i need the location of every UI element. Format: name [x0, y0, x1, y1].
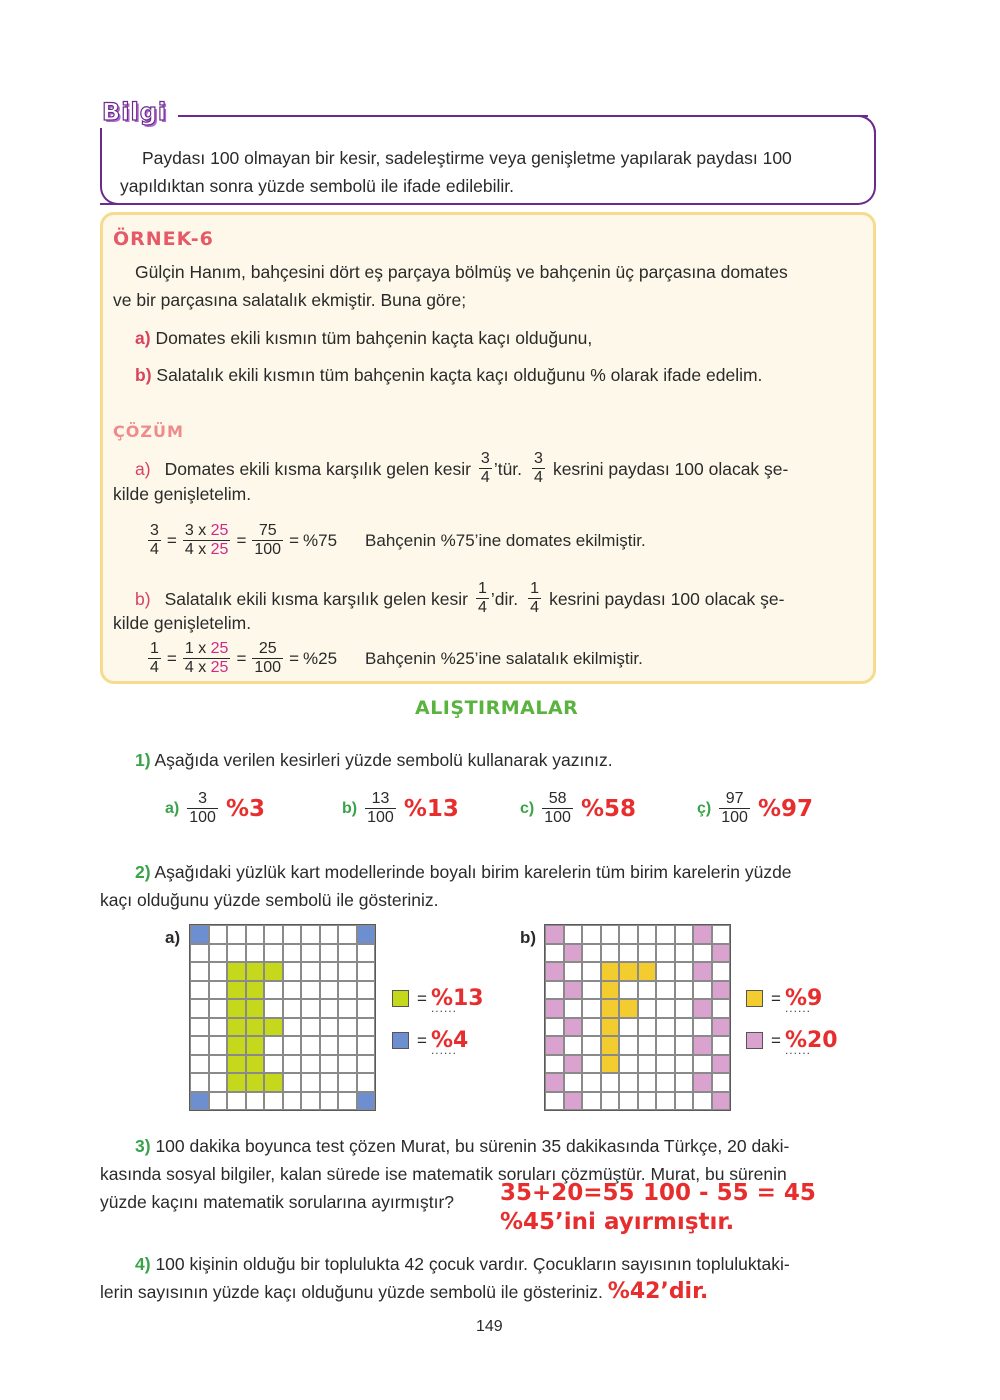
grid-cell — [582, 1092, 601, 1111]
grid-cell — [320, 999, 339, 1018]
grid-cell — [264, 925, 283, 944]
cozum-b-fraction: $\frac{1}{4}$ — [478, 580, 487, 616]
q1-text: Aşağıda verilen kesirleri yüzde sembolü kullanarak yazınız. — [154, 750, 613, 770]
grid-cell — [545, 1073, 564, 1092]
grid-cell — [357, 944, 376, 963]
cozum-a-text-2: kesrini paydası 100 olacak şe- — [552, 458, 789, 479]
grid-cell — [264, 944, 283, 963]
grid-cell — [209, 944, 228, 963]
grid-cell — [264, 1092, 283, 1111]
grid-cell — [301, 944, 320, 963]
grid-cell — [227, 999, 246, 1018]
grid-cell — [283, 944, 302, 963]
grid-cell — [712, 1073, 731, 1092]
cozum-b-text-2: kesrini paydası 100 olacak şe- — [549, 588, 785, 609]
q3-line-2: kasında sosyal bilgiler, kalan sürede ise matematik soruları çözmüştür. Murat, bu sürenin — [100, 1164, 787, 1184]
grid-cell — [338, 1036, 357, 1055]
grid-cell — [301, 1055, 320, 1074]
grid-cell — [283, 925, 302, 944]
q3-line-3: yüzde kaçını matematik sorularına ayırmıştır? — [100, 1192, 455, 1212]
grid-cell — [246, 944, 265, 963]
grid-cell — [601, 999, 620, 1018]
grid-cell — [338, 1073, 357, 1092]
grid-cell — [283, 962, 302, 981]
equals-sign: = — [289, 530, 300, 550]
bilgi-line-2: yapıldıktan sonra yüzde sembolü ile ifade edilebilir. — [120, 176, 514, 196]
cozum-b-equation — [146, 640, 643, 677]
grid-cell — [619, 962, 638, 981]
grid-cell — [209, 981, 228, 1000]
grid-cell — [357, 962, 376, 981]
q2-a-answer-1: %13 — [430, 986, 484, 1011]
grid-cell — [301, 925, 320, 944]
q4-number: 4) — [135, 1254, 151, 1274]
grid-cell — [338, 981, 357, 1000]
grid-cell — [693, 999, 712, 1018]
grid-cell — [190, 944, 209, 963]
ornek-b-label: b) — [135, 365, 152, 385]
grid-cell — [545, 1055, 564, 1074]
grid-cell — [619, 944, 638, 963]
ornek-b-text: Salatalık ekili kısmın tüm bahçenin kaçta kaçı olduğunu % olarak ifade edelim. — [156, 365, 763, 385]
grid-cell — [675, 999, 694, 1018]
grid-cell — [357, 1073, 376, 1092]
ornek-a-label: a) — [135, 328, 151, 348]
grid-cell — [582, 1018, 601, 1037]
grid-cell — [264, 1036, 283, 1055]
legend-swatch-green — [392, 990, 409, 1007]
grid-cell — [545, 944, 564, 963]
q1-answer-c: %58 — [580, 795, 636, 822]
grid-cell — [601, 1018, 620, 1037]
grid-cell — [619, 925, 638, 944]
grid-cell — [190, 981, 209, 1000]
grid-cell — [190, 962, 209, 981]
q2-b-label: b) — [520, 928, 537, 947]
grid-cell — [564, 962, 583, 981]
grid-cell — [656, 925, 675, 944]
grid-cell — [301, 1036, 320, 1055]
grid-cell — [675, 1055, 694, 1074]
grid-cell — [246, 925, 265, 944]
eq-b-frac-2: $\frac{1 x 25}{4 x 25}$ — [184, 640, 229, 676]
grid-cell — [545, 999, 564, 1018]
grid-cell — [712, 1092, 731, 1111]
grid-cell — [357, 981, 376, 1000]
grid-cell — [357, 1092, 376, 1111]
grid-cell — [712, 944, 731, 963]
q2-number: 2) — [135, 862, 151, 882]
grid-cell — [209, 1092, 228, 1111]
grid-cell — [301, 999, 320, 1018]
q1-answer-a: %3 — [225, 795, 265, 822]
grid-cell — [264, 1018, 283, 1037]
grid-cell — [582, 925, 601, 944]
grid-cell — [209, 1073, 228, 1092]
grid-cell — [283, 1036, 302, 1055]
grid-cell — [338, 1018, 357, 1037]
grid-cell — [619, 1055, 638, 1074]
q2-line-1: Aşağıdaki yüzlük kart modellerinde boyalı birim karelerin tüm birim karelerin yüzde — [154, 862, 792, 882]
ornek-intro — [113, 258, 873, 314]
grid-cell — [638, 925, 657, 944]
grid-cell — [227, 1073, 246, 1092]
cozum-b-fraction-2: $\frac{1}{4}$ — [530, 580, 540, 616]
equals-sign: = — [236, 648, 247, 668]
legend-swatch-pink — [746, 1032, 763, 1049]
grid-cell — [357, 999, 376, 1018]
q1-item-c-cedilla: ç) $\frac{97}{100}$ %97 — [697, 790, 813, 826]
q4-answer: %42’dir. — [607, 1279, 709, 1304]
eq-b-frac-1: $\frac{1}{4}$ — [150, 640, 159, 676]
grid-cell — [227, 925, 246, 944]
q3-line-1: 100 dakika boyunca test çözen Murat, bu sürenin 35 dakikasında Türkçe, 20 daki- — [155, 1136, 790, 1156]
grid-cell — [246, 1055, 265, 1074]
grid-cell — [712, 1018, 731, 1037]
grid-cell — [320, 1055, 339, 1074]
grid-cell — [283, 981, 302, 1000]
grid-cell — [619, 1036, 638, 1055]
grid-cell — [246, 1036, 265, 1055]
q2-a-legend-2: = %4 ...... — [392, 1028, 468, 1053]
alistirmalar-title: ALIŞTIRMALAR — [415, 697, 579, 719]
grid-cell — [693, 925, 712, 944]
bilgi-line-1: Paydası 100 olmayan bir kesir, sadeleştirme veya genişletme yapılarak paydası 100 — [142, 148, 792, 168]
eq-b-frac-3: $\frac{25}{100}$ — [254, 640, 282, 676]
grid-cell — [227, 1036, 246, 1055]
equals-sign: = — [236, 530, 247, 550]
cozum-a-fraction-2: $\frac{3}{4}$ — [534, 450, 543, 486]
grid-cell — [656, 944, 675, 963]
hundred-grid-a — [189, 924, 376, 1111]
grid-cell — [338, 925, 357, 944]
grid-cell — [246, 1073, 265, 1092]
grid-cell — [227, 1018, 246, 1037]
grid-cell — [564, 981, 583, 1000]
grid-cell — [545, 1018, 564, 1037]
grid-cell — [712, 1055, 731, 1074]
grid-cell — [301, 981, 320, 1000]
grid-cell — [190, 925, 209, 944]
bilgi-heading: Bilgi — [102, 98, 168, 126]
grid-cell — [227, 1055, 246, 1074]
grid-cell — [564, 1055, 583, 1074]
grid-cell — [227, 944, 246, 963]
grid-cell — [564, 1073, 583, 1092]
grid-cell — [712, 925, 731, 944]
grid-cell — [656, 1018, 675, 1037]
grid-cell — [675, 1036, 694, 1055]
grid-cell — [638, 981, 657, 1000]
grid-cell — [545, 962, 564, 981]
q3-number: 3) — [135, 1136, 151, 1156]
grid-cell — [190, 1073, 209, 1092]
grid-cell — [209, 1055, 228, 1074]
grid-cell — [246, 962, 265, 981]
grid-cell — [619, 1018, 638, 1037]
grid-cell — [320, 1092, 339, 1111]
grid-cell — [564, 944, 583, 963]
grid-cell — [320, 925, 339, 944]
grid-cell — [675, 925, 694, 944]
q1-item-a: a) $\frac{3}{100}$ %3 — [165, 790, 265, 826]
grid-cell — [209, 1018, 228, 1037]
ornek-intro-line-2: ve bir parçasına salatalık ekmiştir. Buna göre; — [113, 290, 467, 310]
grid-cell — [638, 962, 657, 981]
q4-line-2: lerin sayısının yüzde kaçı olduğunu yüzde sembolü ile gösteriniz. — [100, 1282, 603, 1302]
bilgi-text — [120, 144, 860, 200]
q2-b-answer-2: %20 — [784, 1028, 838, 1053]
grid-cell — [693, 1092, 712, 1111]
q3-answer-1: 35+20=55 — [500, 1180, 635, 1206]
grid-cell — [227, 1092, 246, 1111]
grid-cell — [675, 962, 694, 981]
grid-cell — [301, 1092, 320, 1111]
grid-cell — [338, 1055, 357, 1074]
grid-cell — [656, 1092, 675, 1111]
grid-cell — [675, 1018, 694, 1037]
grid-cell — [582, 1055, 601, 1074]
grid-cell — [227, 962, 246, 981]
grid-cell — [712, 999, 731, 1018]
grid-cell — [320, 981, 339, 1000]
q1-answer-b: %13 — [403, 795, 459, 822]
grid-cell — [246, 999, 265, 1018]
grid-cell — [693, 1036, 712, 1055]
grid-cell — [656, 962, 675, 981]
eq-b-result: %25 — [303, 648, 338, 668]
grid-cell — [190, 1018, 209, 1037]
grid-cell — [190, 1036, 209, 1055]
q1-item-c: c) $\frac{58}{100}$ %58 — [520, 790, 636, 826]
grid-cell — [283, 1092, 302, 1111]
grid-cell — [357, 1018, 376, 1037]
q4-line-1: 100 kişinin olduğu bir toplulukta 42 çocuk vardır. Çocukların sayısının topluluktaki- — [155, 1254, 790, 1274]
grid-cell — [564, 925, 583, 944]
grid-cell — [675, 1092, 694, 1111]
grid-cell — [264, 1055, 283, 1074]
legend-swatch-yellow — [746, 990, 763, 1007]
grid-cell — [564, 999, 583, 1018]
grid-cell — [338, 999, 357, 1018]
grid-cell — [283, 1073, 302, 1092]
grid-cell — [601, 925, 620, 944]
grid-cell — [264, 981, 283, 1000]
grid-cell — [601, 1055, 620, 1074]
grid-cell — [301, 962, 320, 981]
legend-swatch-blue — [392, 1032, 409, 1049]
grid-cell — [619, 999, 638, 1018]
grid-cell — [283, 999, 302, 1018]
q2-a-label: a) — [165, 928, 181, 947]
q3-answer-3: %45’ini ayırmıştır. — [500, 1209, 735, 1235]
ornek-intro-line-1: Gülçin Hanım, bahçesini dört eş parçaya bölmüş ve bahçenin üç parçasına domates — [135, 262, 788, 282]
q2-b-answer-1: %9 — [784, 986, 823, 1011]
grid-cell — [320, 1073, 339, 1092]
grid-cell — [582, 962, 601, 981]
cozum-b-line-2: kilde genişletelim. — [113, 613, 252, 633]
grid-cell — [638, 1092, 657, 1111]
grid-cell — [338, 1092, 357, 1111]
grid-cell — [301, 1018, 320, 1037]
grid-cell — [712, 981, 731, 1000]
q1 — [135, 746, 613, 774]
grid-cell — [582, 1073, 601, 1092]
ornek-item-a — [135, 324, 592, 352]
grid-cell — [675, 1073, 694, 1092]
grid-cell — [619, 1092, 638, 1111]
grid-cell — [545, 1092, 564, 1111]
grid-cell — [357, 1055, 376, 1074]
eq-a-frac-2: $\frac{3 x 25}{4 x 25}$ — [184, 522, 229, 558]
grid-cell — [656, 1036, 675, 1055]
grid-cell — [656, 1055, 675, 1074]
grid-cell — [601, 962, 620, 981]
eq-a-frac-3: $\frac{75}{100}$ — [254, 522, 282, 558]
grid-cell — [209, 999, 228, 1018]
ornek-title: ÖRNEK-6 — [113, 228, 214, 250]
grid-cell — [638, 999, 657, 1018]
grid-cell — [656, 981, 675, 1000]
cozum-b-suffix: ’dir. — [490, 588, 519, 609]
grid-cell — [301, 1073, 320, 1092]
hundred-grid-b — [544, 924, 731, 1111]
q2-a-answer-2: %4 — [430, 1028, 469, 1053]
grid-cell — [264, 999, 283, 1018]
eq-a-result: %75 — [303, 530, 338, 550]
grid-cell — [619, 1073, 638, 1092]
grid-cell — [320, 1018, 339, 1037]
grid-cell — [656, 1073, 675, 1092]
grid-cell — [638, 1055, 657, 1074]
q2 — [100, 858, 880, 914]
grid-cell — [209, 925, 228, 944]
q3-answer-2: 100 - 55 = 45 — [643, 1180, 816, 1206]
grid-cell — [190, 1092, 209, 1111]
grid-cell — [638, 1073, 657, 1092]
grid-cell — [693, 962, 712, 981]
equals-sign: = — [166, 530, 177, 550]
q4 — [100, 1250, 880, 1306]
grid-cell — [712, 962, 731, 981]
cozum-a-line-2: kilde genişletelim. — [113, 484, 252, 504]
cozum-a-label: a) — [135, 458, 151, 479]
grid-cell — [357, 925, 376, 944]
grid-cell — [283, 1018, 302, 1037]
equals-sign: = — [289, 648, 300, 668]
grid-cell — [693, 1073, 712, 1092]
q1-answer-d: %97 — [757, 795, 813, 822]
equals-sign: = — [166, 648, 177, 668]
grid-cell — [338, 944, 357, 963]
grid-cell — [582, 999, 601, 1018]
grid-cell — [320, 962, 339, 981]
page-number: 149 — [476, 1318, 503, 1335]
eq-a-conclusion: Bahçenin %75’ine domates ekilmiştir. — [365, 530, 646, 550]
grid-cell — [209, 962, 228, 981]
grid-cell — [638, 944, 657, 963]
grid-cell — [601, 1092, 620, 1111]
grid-cell — [675, 944, 694, 963]
cozum-a-text: Domates ekili kısma karşılık gelen kesir — [164, 458, 471, 479]
grid-cell — [564, 1092, 583, 1111]
grid-cell — [564, 1036, 583, 1055]
eq-b-conclusion: Bahçenin %25’ine salatalık ekilmiştir. — [365, 648, 643, 668]
grid-cell — [638, 1036, 657, 1055]
q2-b-legend-2: = %20 ...... — [746, 1028, 838, 1053]
grid-cell — [264, 1073, 283, 1092]
q2-b-legend-1: = %9 ...... — [746, 986, 822, 1011]
grid-cell — [601, 981, 620, 1000]
q1-number: 1) — [135, 750, 151, 770]
grid-cell — [693, 1055, 712, 1074]
bilgi-frame-left — [100, 128, 120, 205]
grid-cell — [338, 962, 357, 981]
grid-cell — [320, 1036, 339, 1055]
cozum-a-suffix: ’tür. — [493, 458, 523, 479]
grid-cell — [545, 925, 564, 944]
cozum-b-text: Salatalık ekili kısma karşılık gelen kesir — [164, 588, 469, 609]
cozum-a-equation — [146, 522, 646, 559]
grid-cell — [545, 1036, 564, 1055]
cozum-title: ÇÖZÜM — [113, 422, 184, 441]
grid-cell — [582, 944, 601, 963]
grid-cell — [246, 1018, 265, 1037]
grid-cell — [246, 981, 265, 1000]
grid-cell — [582, 1036, 601, 1055]
grid-cell — [638, 1018, 657, 1037]
q1-item-b: b) $\frac{13}{100}$ %13 — [342, 790, 459, 826]
grid-cell — [693, 944, 712, 963]
grid-cell — [357, 1036, 376, 1055]
grid-cell — [601, 944, 620, 963]
cozum-a-fraction: $\frac{3}{4}$ — [480, 450, 490, 486]
ornek-a-text: Domates ekili kısmın tüm bahçenin kaçta kaçı olduğunu, — [155, 328, 593, 348]
grid-cell — [564, 1018, 583, 1037]
cozum-b-label: b) — [135, 588, 151, 609]
grid-cell — [320, 944, 339, 963]
grid-cell — [675, 981, 694, 1000]
grid-cell — [601, 1036, 620, 1055]
grid-cell — [656, 999, 675, 1018]
grid-cell — [693, 1018, 712, 1037]
grid-cell — [619, 981, 638, 1000]
grid-cell — [190, 999, 209, 1018]
grid-cell — [227, 981, 246, 1000]
grid-cell — [283, 1055, 302, 1074]
q2-a-legend-1: = %13 ...... — [392, 986, 484, 1011]
grid-cell — [712, 1036, 731, 1055]
grid-cell — [693, 981, 712, 1000]
eq-a-frac-1: $\frac{3}{4}$ — [150, 522, 159, 558]
ornek-item-b — [135, 361, 762, 389]
grid-cell — [601, 1073, 620, 1092]
grid-cell — [209, 1036, 228, 1055]
grid-cell — [582, 981, 601, 1000]
grid-cell — [246, 1092, 265, 1111]
grid-cell — [190, 1055, 209, 1074]
grid-cell — [545, 981, 564, 1000]
grid-cell — [264, 962, 283, 981]
q2-line-2: kaçı olduğunu yüzde sembolü ile gösteriniz. — [100, 890, 439, 910]
